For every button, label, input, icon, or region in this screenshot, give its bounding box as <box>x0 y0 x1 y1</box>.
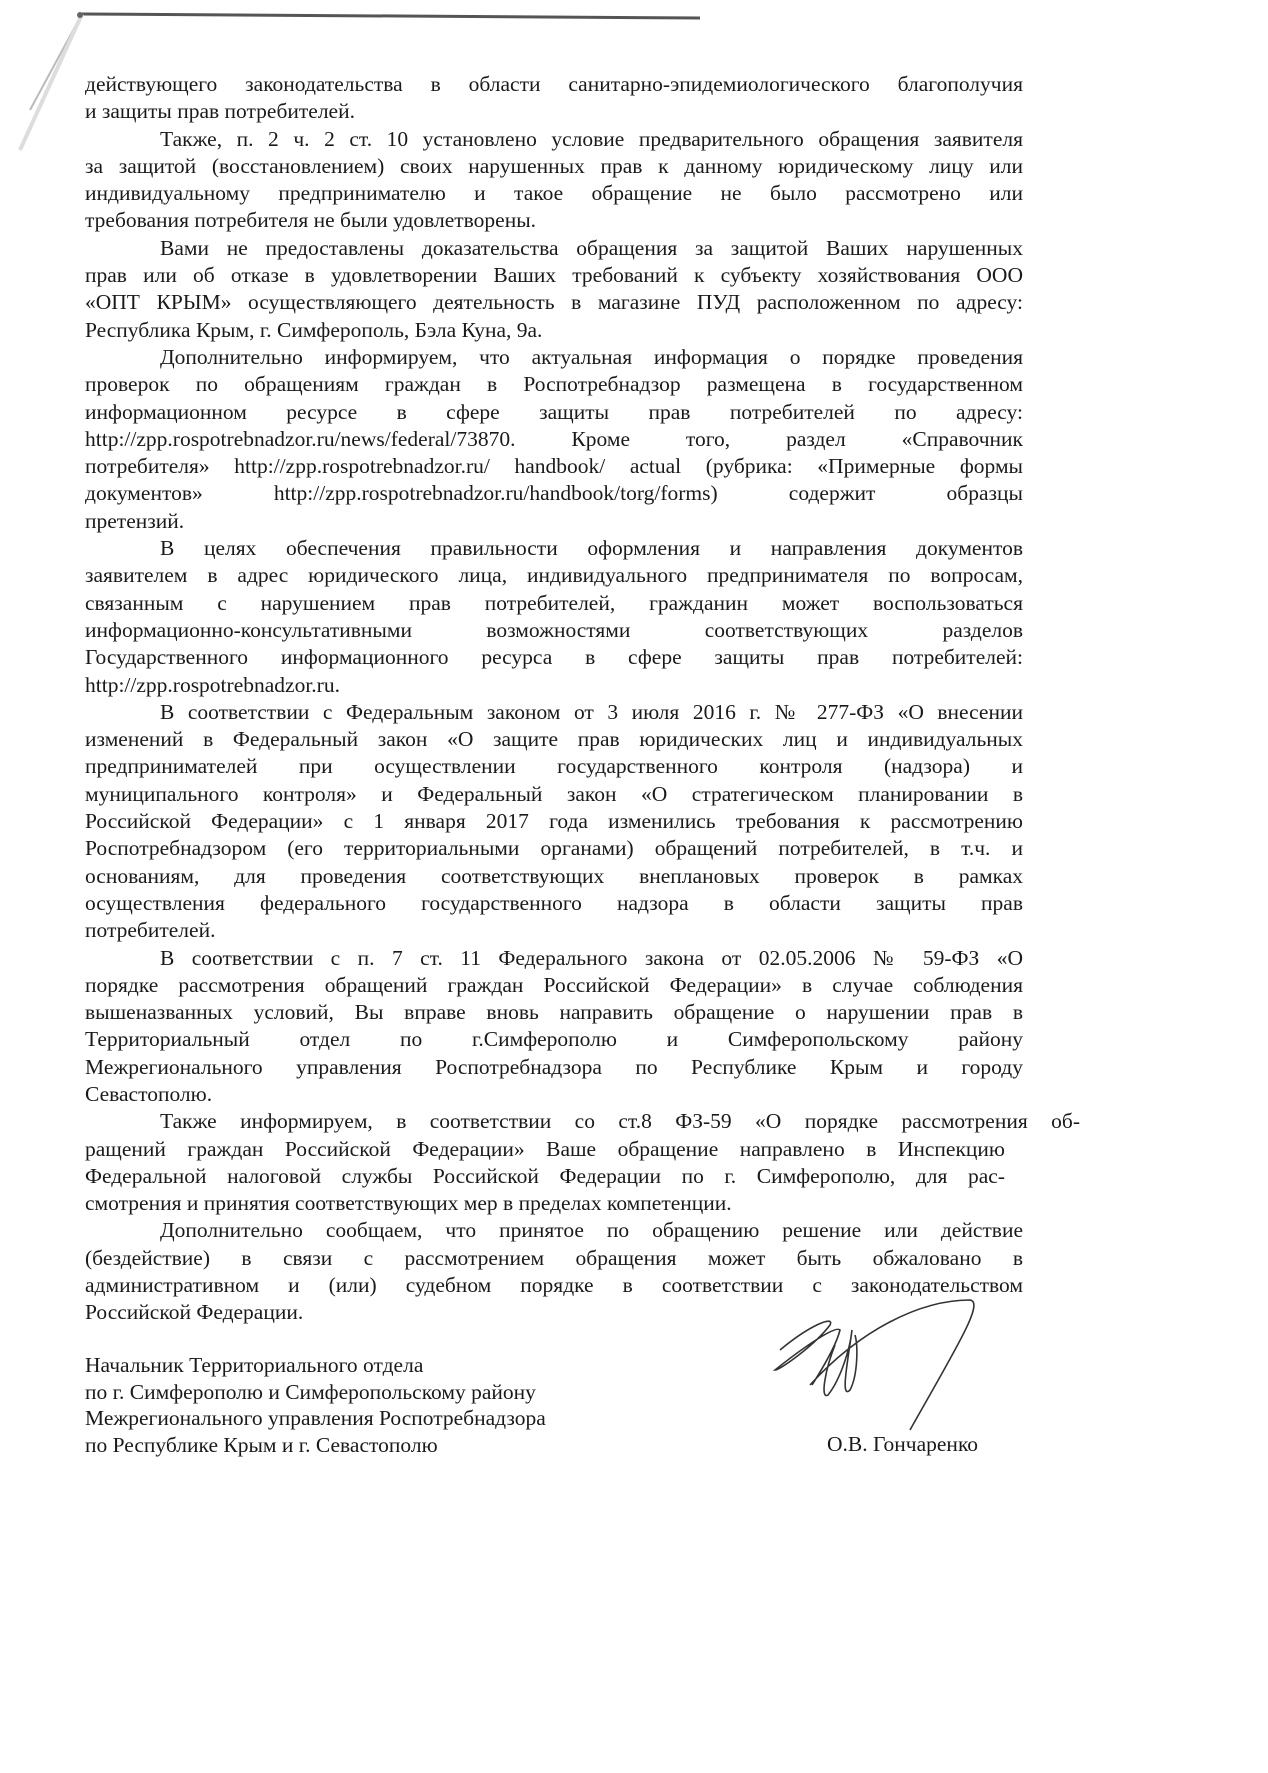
text-line: требования потребителя не были удовлетворены. <box>85 208 537 233</box>
text-line: Также, п. 2 ч. 2 ст. 10 установлено условие предварительного обращения заявителя <box>160 126 1023 151</box>
text-line: муниципального контроля» и Федеральный закон «О стратегическом планировании в <box>85 781 1023 806</box>
paragraph <box>85 1108 1080 1217</box>
text-line: за защитой (восстановлением) своих нарушенных прав к данному юридическому лицу или <box>85 153 1023 178</box>
text-line: «ОПТ КРЫМ» осуществляющего деятельность в магазине ПУД расположенном по адресу: <box>85 290 1023 315</box>
text-line: порядке рассмотрения обращений граждан Российской Федерации» в случае соблюдения <box>85 972 1023 997</box>
text-line: осуществления федерального государственного надзора в области защиты прав <box>85 890 1023 915</box>
text-line: Межрегионального управления Роспотребнадзора по Республике Крым и городу <box>85 1054 1023 1079</box>
paragraph <box>85 699 1023 945</box>
text-line: предпринимателей при осуществлении государственного контроля (надзора) и <box>85 754 1023 779</box>
text-line: и защиты прав потребителей. <box>85 99 355 124</box>
text-line: В соответствии с Федеральным законом от 3 июля 2016 г. № 277-ФЗ «О внесении <box>160 699 1023 724</box>
text-line: Государственного информационного ресурса в сфере защиты прав потребителей: <box>85 645 1023 670</box>
text-line: В соответствии с п. 7 ст. 11 Федерального закона от 02.05.2006 № 59-ФЗ «О <box>160 945 1023 970</box>
text-line: http://zpp.rospotrebnadzor.ru/news/federal/73870. Кроме того, раздел «Справочник <box>85 426 1023 451</box>
text-line: Севастополю. <box>85 1081 213 1106</box>
signer-name: О.В. Гончаренко <box>827 1432 979 1456</box>
handwritten-signature <box>740 1290 980 1440</box>
text-line: прав или об отказе в удовлетворении Ваших требований к субъекту хозяйствования ООО <box>85 263 1023 288</box>
text-line: претензий. <box>85 508 185 533</box>
paragraph <box>85 126 1023 235</box>
text-line: Российской Федерации. <box>85 1300 304 1325</box>
text-line: ращений граждан Российской Федерации» Ваше обращение направлено в Инспекцию <box>85 1136 1005 1161</box>
signature-block <box>85 1352 546 1458</box>
text-line: Роспотребнадзором (его территориальными органами) обращений потребителей, в т.ч. и <box>85 836 1023 861</box>
text-line: Вами не предоставлены доказательства обращения за защитой Ваших нарушенных <box>160 235 1023 260</box>
paragraph <box>85 71 1023 126</box>
text-line: действующего законодательства в области санитарно-эпидемиологического благополучия <box>85 72 1023 96</box>
text-line: потребителя» http://zpp.rospotrebnadzor.ru/ handbook/ actual (рубрика: «Примерные формы <box>85 454 1023 479</box>
text-line: индивидуальному предпринимателю и такое обращение не было рассмотрено или <box>85 181 1023 206</box>
text-line: В целях обеспечения правильности оформления и направления документов <box>160 536 1023 561</box>
text-line: смотрения и принятия соответствующих мер в пределах компетенции. <box>85 1191 732 1216</box>
text-line: основаниям, для проведения соответствующих внеплановых проверок в рамках <box>85 863 1023 888</box>
text-line: изменений в Федеральный закон «О защите прав юридических лиц и индивидуальных <box>85 727 1023 752</box>
paragraph <box>85 535 1023 699</box>
text-line: проверок по обращениям граждан в Роспотребнадзор размещена в государственном <box>85 372 1023 397</box>
paragraph <box>85 235 1023 344</box>
paragraph <box>85 945 1023 1109</box>
paragraph <box>85 344 1023 535</box>
text-line: документов» http://zpp.rospotrebnadzor.ru/handbook/torg/forms) содержит образцы <box>85 481 1023 506</box>
text-line: Республика Крым, г. Симферополь, Бэла Куна, 9а. <box>85 317 543 342</box>
text-line: Территориальный отдел по г.Симферополю и Симферопольскому району <box>85 1027 1023 1052</box>
text-line: заявителем в адрес юридического лица, индивидуального предпринимателя по вопросам, <box>85 563 1023 588</box>
text-line: вышеназванных условий, Вы вправе вновь направить обращение о нарушении прав в <box>85 1000 1023 1025</box>
text-line: Дополнительно сообщаем, что принятое по обращению решение или действие <box>160 1218 1023 1243</box>
signer-position-line: Межрегионального управления Роспотребнадзора <box>85 1406 546 1430</box>
signer-position-line: по Республике Крым и г. Севастополю <box>85 1432 438 1457</box>
text-line: Федеральной налоговой службы Российской Федерации по г. Симферополю, для рас- <box>85 1163 1005 1188</box>
text-line: http://zpp.rospotrebnadzor.ru. <box>85 672 340 697</box>
text-line: информационном ресурсе в сфере защиты прав потребителей по адресу: <box>85 399 1023 424</box>
signer-position-line: Начальник Территориального отдела <box>85 1353 424 1377</box>
text-line: потребителей. <box>85 918 216 943</box>
text-line: связанным с нарушением прав потребителей, гражданин может воспользоваться <box>85 590 1023 615</box>
text-line: Также информируем, в соответствии со ст.8 ФЗ-59 «О порядке рассмотрения об- <box>160 1109 1080 1134</box>
signer-position-line: по г. Симферополю и Симферопольскому району <box>85 1379 536 1404</box>
text-line: Российской Федерации» с 1 января 2017 года изменились требования к рассмотрению <box>85 809 1023 834</box>
text-line: (бездействие) в связи с рассмотрением обращения может быть обжаловано в <box>85 1245 1023 1270</box>
text-line: административном и (или) судебном порядке в соответствии с законодательством <box>85 1273 1023 1298</box>
letter-body <box>85 71 1080 1327</box>
text-line: информационно-консультативными возможностями соответствующих разделов <box>85 617 1023 642</box>
text-line: Дополнительно информируем, что актуальная информация о порядке проведения <box>160 344 1023 369</box>
